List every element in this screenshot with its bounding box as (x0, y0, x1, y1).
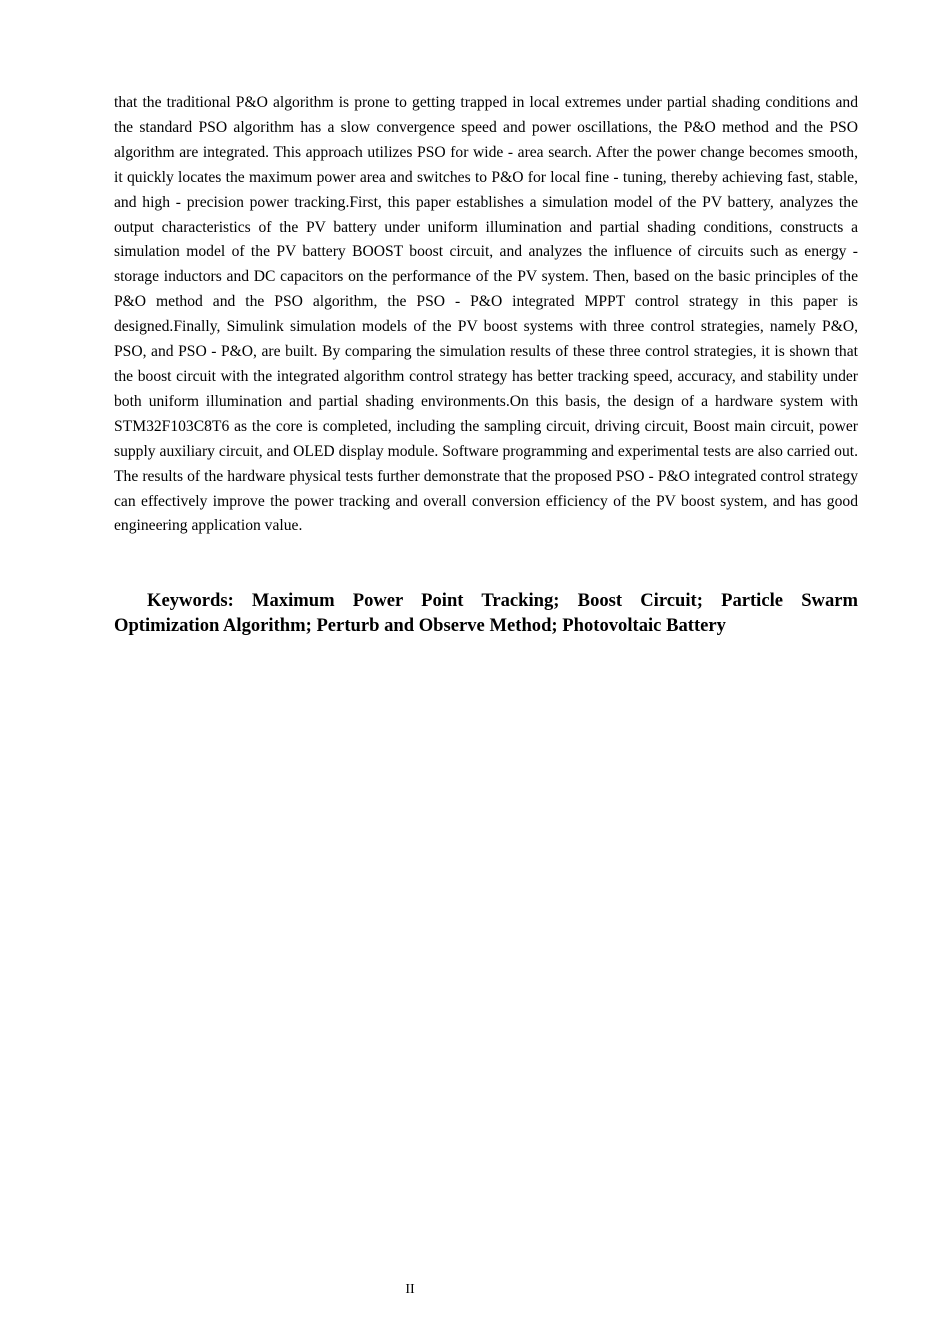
page-number: II (405, 1282, 415, 1297)
abstract-paragraph: that the traditional P&O algorithm is prone to getting trapped in local extremes under partial shading conditions and the standard PSO algorithm has a slow convergence speed and power oscillations, the P&O method and the PSO algorithm are integrated. This approach utilizes PSO for wide - area search. After the power change becomes smooth, it quickly locates the maximum power area and switches to P&O for local fine - tuning, thereby achieving fast, stable, and high - precision power tracking.First, this paper establishes a simulation model of the PV battery, analyzes the output characteristics of the PV battery under uniform illumination and partial shading conditions, constructs a simulation model of the PV battery BOOST boost circuit, and analyzes the influence of circuits such as energy - storage inductors and DC capacitors on the performance of the PV system. Then, based on the basic principles of the P&O method and the PSO algorithm, the PSO - P&O integrated MPPT control strategy in this paper is designed.Finally, Simulink simulation models of the PV boost systems with three control strategies, namely P&O, PSO, and PSO - P&O, are built. By comparing the simulation results of these three control strategies, it is shown that the boost circuit with the integrated algorithm control strategy has better tracking speed, accuracy, and stability under both uniform illumination and partial shading environments.On this basis, the design of a hardware system with STM32F103C8T6 as the core is completed, including the sampling circuit, driving circuit, Boost main circuit, power supply auxiliary circuit, and OLED display module. Software programming and experimental tests are also carried out. The results of the hardware physical tests further demonstrate that the proposed PSO - P&O integrated control strategy can effectively improve the power tracking and overall conversion efficiency of the PV boost system, and has good engineering application value. (114, 94, 858, 535)
keywords-line: Keywords: Maximum Power Point Tracking; Boost Circuit; Particle Swarm Optimization Algorithm; Perturb and Observe Method; Photovoltaic Battery (114, 590, 858, 636)
